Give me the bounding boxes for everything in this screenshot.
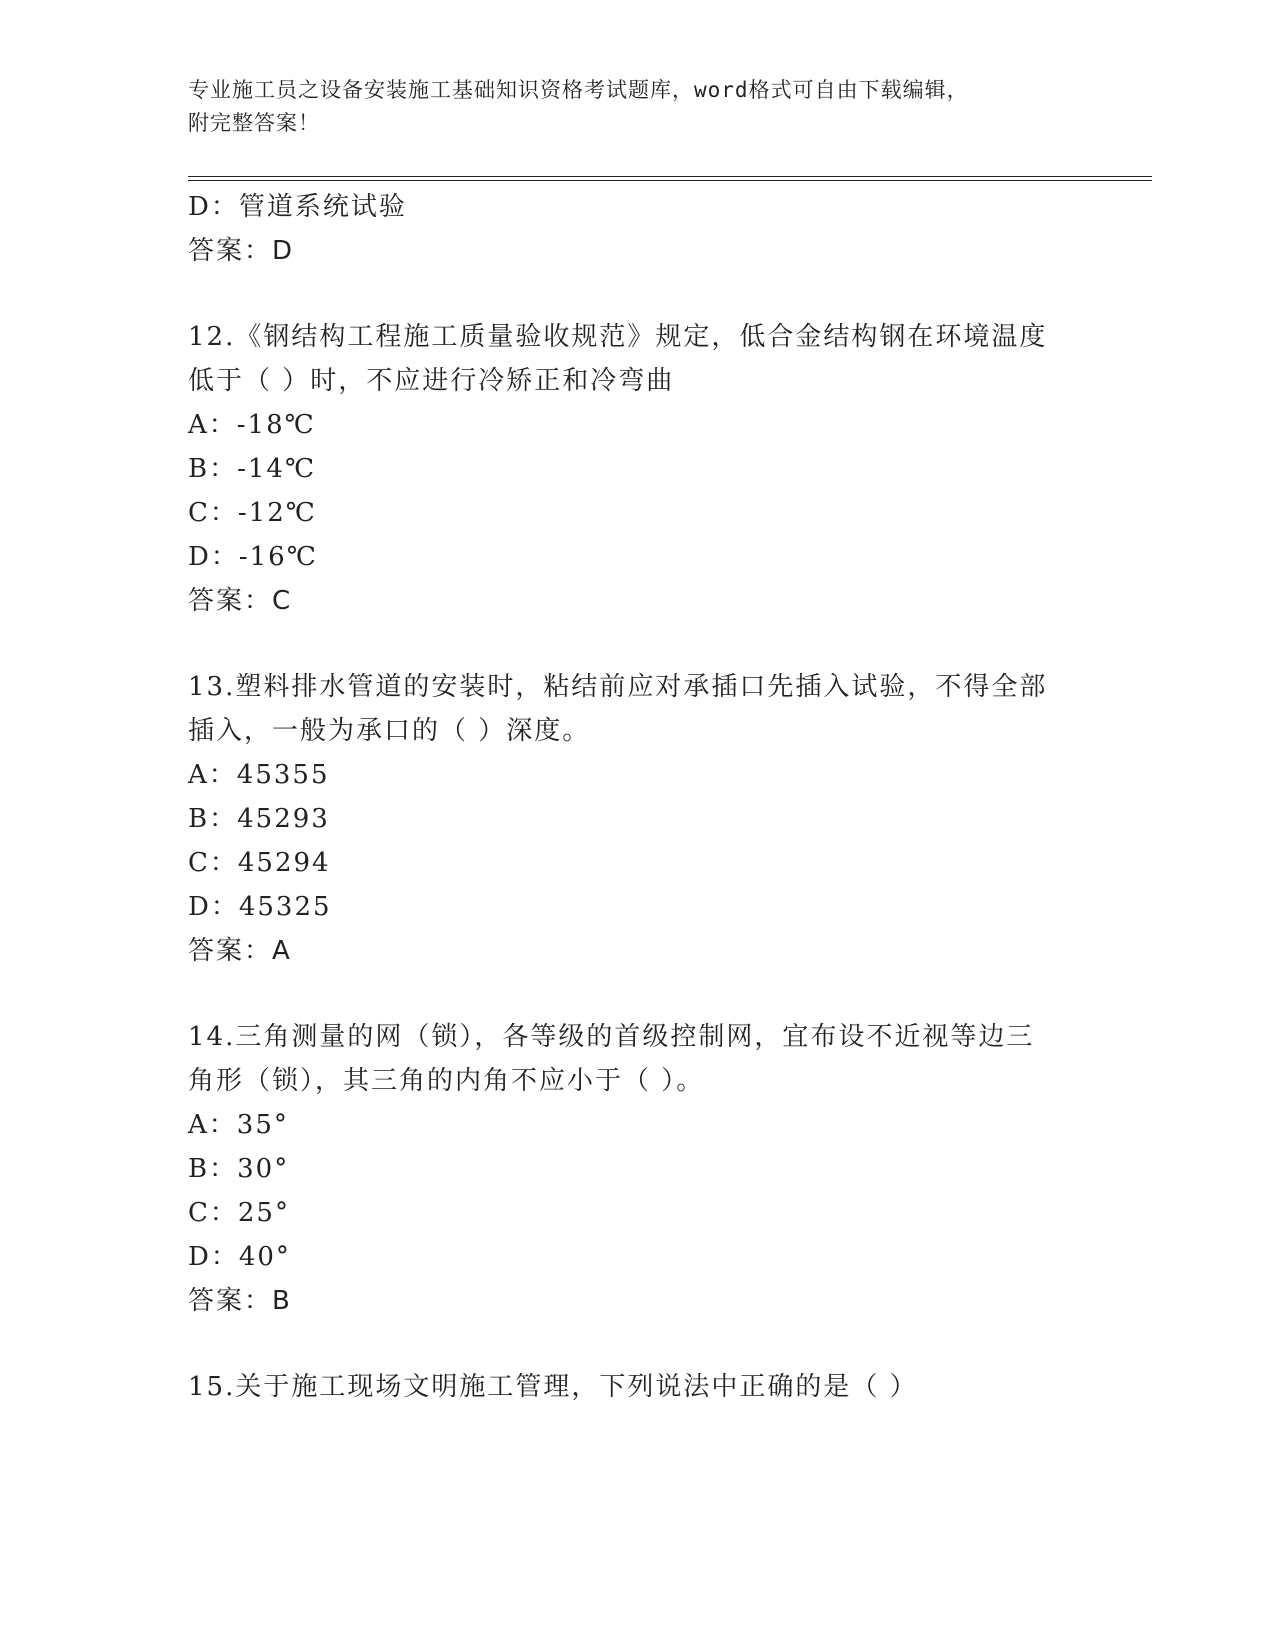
question-stem: 15.关于施工现场文明施工管理，下列说法中正确的是（ ） bbox=[188, 1372, 918, 1402]
option-d: D：管道系统试验 bbox=[188, 192, 407, 222]
option-a: A：-18℃ bbox=[188, 410, 316, 440]
option-d: D：45325 bbox=[188, 892, 332, 922]
header-line-1: 专业施工员之设备安装施工基础知识资格考试题库，word格式可自由下载编辑， bbox=[188, 78, 969, 102]
header-line-2: 附完整答案！ bbox=[188, 111, 320, 135]
option-c: C：-12℃ bbox=[188, 498, 317, 528]
option-b: B：45293 bbox=[188, 804, 330, 834]
answer-label: 答案：A bbox=[188, 936, 292, 966]
question-stem: 13.塑料排水管道的安装时，粘结前应对承插口先插入试验，不得全部 bbox=[188, 672, 1048, 702]
answer-label: 答案：B bbox=[188, 1286, 292, 1316]
option-c: C：45294 bbox=[188, 848, 331, 878]
answer-label: 答案：D bbox=[188, 236, 295, 266]
header-rule-bottom bbox=[188, 180, 1152, 181]
option-d: D：40° bbox=[188, 1242, 291, 1272]
document-header bbox=[188, 74, 1068, 140]
option-d: D：-16℃ bbox=[188, 542, 318, 572]
option-a: A：45355 bbox=[188, 760, 330, 790]
question-stem-cont: 插入，一般为承口的（ ）深度。 bbox=[188, 716, 591, 746]
option-b: B：-14℃ bbox=[188, 454, 317, 484]
option-b: B：30° bbox=[188, 1154, 290, 1184]
option-c: C：25° bbox=[188, 1198, 290, 1228]
option-a: A：35° bbox=[188, 1110, 289, 1140]
question-stem: 14.三角测量的网（锁），各等级的首级控制网，宜布设不近视等边三 bbox=[188, 1022, 1035, 1052]
header-rule-top bbox=[188, 176, 1152, 177]
question-stem: 12.《钢结构工程施工质量验收规范》规定，低合金结构钢在环境温度 bbox=[188, 322, 1048, 352]
answer-label: 答案：C bbox=[188, 586, 293, 616]
question-stem-cont: 低于（ ）时，不应进行冷矫正和冷弯曲 bbox=[188, 366, 675, 396]
question-stem-cont: 角形（锁），其三角的内角不应小于（ ）。 bbox=[188, 1066, 705, 1096]
